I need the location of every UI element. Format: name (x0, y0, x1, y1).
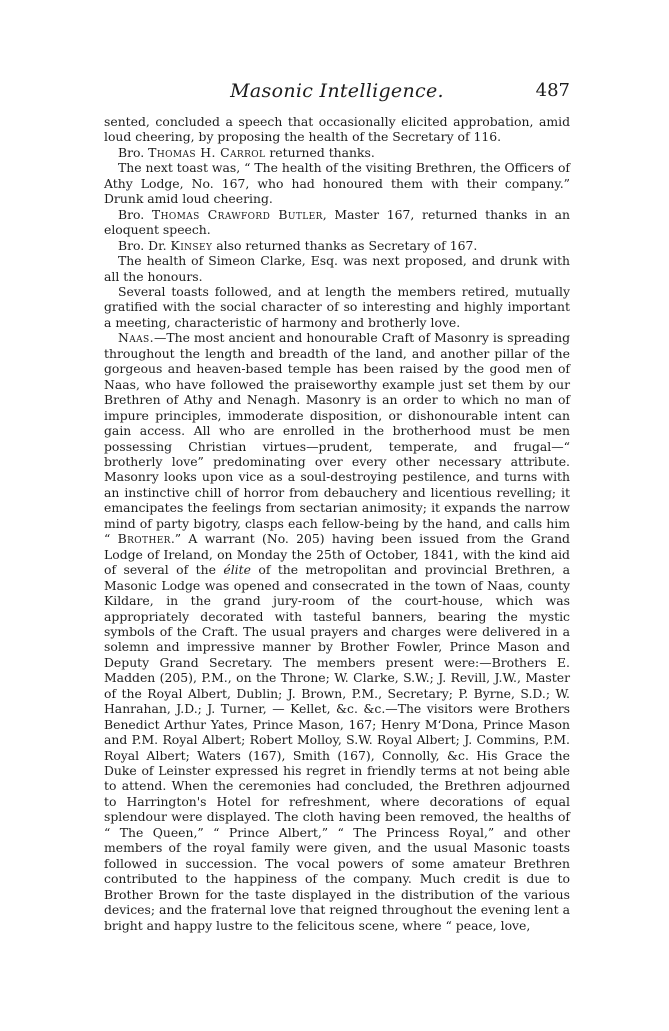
text-run: .” A warrant (No. 205) having been issued from the Grand Lodge of Ireland, on Monday the 25th of October, 1841, with the kind aid of several of the (104, 531, 570, 578)
page-number: 487 (535, 80, 570, 101)
paragraph-butler-thanks (104, 207, 570, 238)
text-run: of the metropolitan and provincial Brethren, a Masonic Lodge was opened and consecrated in the town of Naas, county Kildare, in the grand jury-room of the court-house, which was appropriately decorated with tasteful banners, bearing the mystic symbols of the Craft. The usual prayers and charges were delivered in a solemn and impressive manner by Brother Fowler, Prince Mason and Deputy Grand Secretary. The members present were:—Brothers E. Madden (205), P.M., on the Throne; W. Clarke, S.W.; J. Revill, J.W., Master of the Royal Albert, Dublin; J. Brown, P.M., Secretary; P. Byrne, S.D.; W. Hanrahan, J.D.; J. Turner, — Kellet, &c. &c.—The visitors were Brothers Benedict Arthur Yates, Prince Mason, 167; Henry M‘Dona, Prince Mason and P.M. Royal Albert; Robert Molloy, S.W. Royal Albert; J. Commins, P.M. Royal Albert; Waters (167), Smith (167), Connolly, &c. His Grace the Duke of Leinster expressed his regret in friendly terms at not being able to attend. When the ceremonies had concluded, the Brethren adjourned to Harrington's Hotel for refreshment, where decorations of equal splendour were displayed. The cloth having been removed, the healths of “ The Queen,” “ Prince Albert,” “ The Princess Royal,” and other members of the royal family were given, and the usual Masonic toasts followed in succession. The vocal powers of some amateur Brethren contributed to the happiness of the company. Much credit is due to Brother Brown for the taste displayed in the distribution of the various devices; and the fraternal love that reigned throughout the evening lent a bright and happy lustre to the felicitous scene, where “ peace, love, (104, 562, 570, 933)
text-run: Bro. (118, 206, 152, 222)
small-caps-name: Naas. (118, 330, 154, 346)
paragraph-several-toasts (104, 284, 570, 330)
italic-term: élite (223, 562, 251, 578)
text-run: Several toasts followed, and at length the members retired, mutually gratified with the social character of so interesting and highly important a meeting, characteristic of harmony and brotherly love. (104, 283, 570, 330)
text-run: also returned thanks as Secretary of 167. (212, 237, 478, 253)
paragraph-next-toast (104, 160, 570, 206)
text-run: , Master 167, returned thanks in an eloquent speech. (104, 206, 570, 238)
paragraph-carrol-thanks (104, 145, 570, 160)
text-run: sented, concluded a speech that occasionally elicited approbation, amid loud cheering, by proposing the health of the Secretary of 116. (104, 114, 570, 145)
small-caps-name: Thomas Crawford Butler (151, 206, 323, 222)
paragraph-clarke-health (104, 253, 570, 284)
body-text (104, 114, 570, 933)
paragraph-naas (104, 330, 570, 933)
paragraph-kinsey-thanks (104, 238, 570, 253)
text-run: returned thanks. (265, 144, 375, 160)
text-run: Bro. Dr. (118, 237, 171, 253)
paragraph-toast-secretary (104, 114, 570, 145)
text-run: —The most ancient and honourable Craft of Masonry is spreading throughout the length and breadth of the land, and another pillar of the gorgeous and heaven-based temple has been raised by the good men of Naas, who have followed the praiseworthy example just set them by our Brethren of Athy and Nenagh. Masonry is an order to which no man of impure principles, immoderate disposition, or dishonourable intent can gain access. All who are enrolled in the brotherhood must be men possessing Christian virtues—prudent, temperate, and frugal—“ brotherly love” predominating over every other necessary attribute. Masonry looks upon vice as a soul-destroying pestilence, and turns with an instinctive chill of horror from debauchery and licentious revelling; it emancipates the feelings from sectarian animosity; it expands the narrow mind of party bigotry, clasps each fellow-being by the hand, and calls him “ (104, 330, 570, 547)
small-caps-name: Thomas H. Carrol (148, 144, 266, 160)
page-header (104, 80, 570, 102)
text-run: The health of Simeon Clarke, Esq. was next proposed, and drunk with all the honours. (104, 253, 570, 284)
running-title: Masonic Intelligence. (230, 80, 444, 102)
small-caps-name: Kinsey (170, 237, 213, 253)
small-caps-name: Brother (117, 531, 171, 547)
text-run: The next toast was, “ The health of the visiting Brethren, the Officers of Athy Lodge, No. 167, who had honoured them with their company.” Drunk amid loud cheering. (104, 160, 570, 207)
text-run: Bro. (118, 144, 149, 160)
